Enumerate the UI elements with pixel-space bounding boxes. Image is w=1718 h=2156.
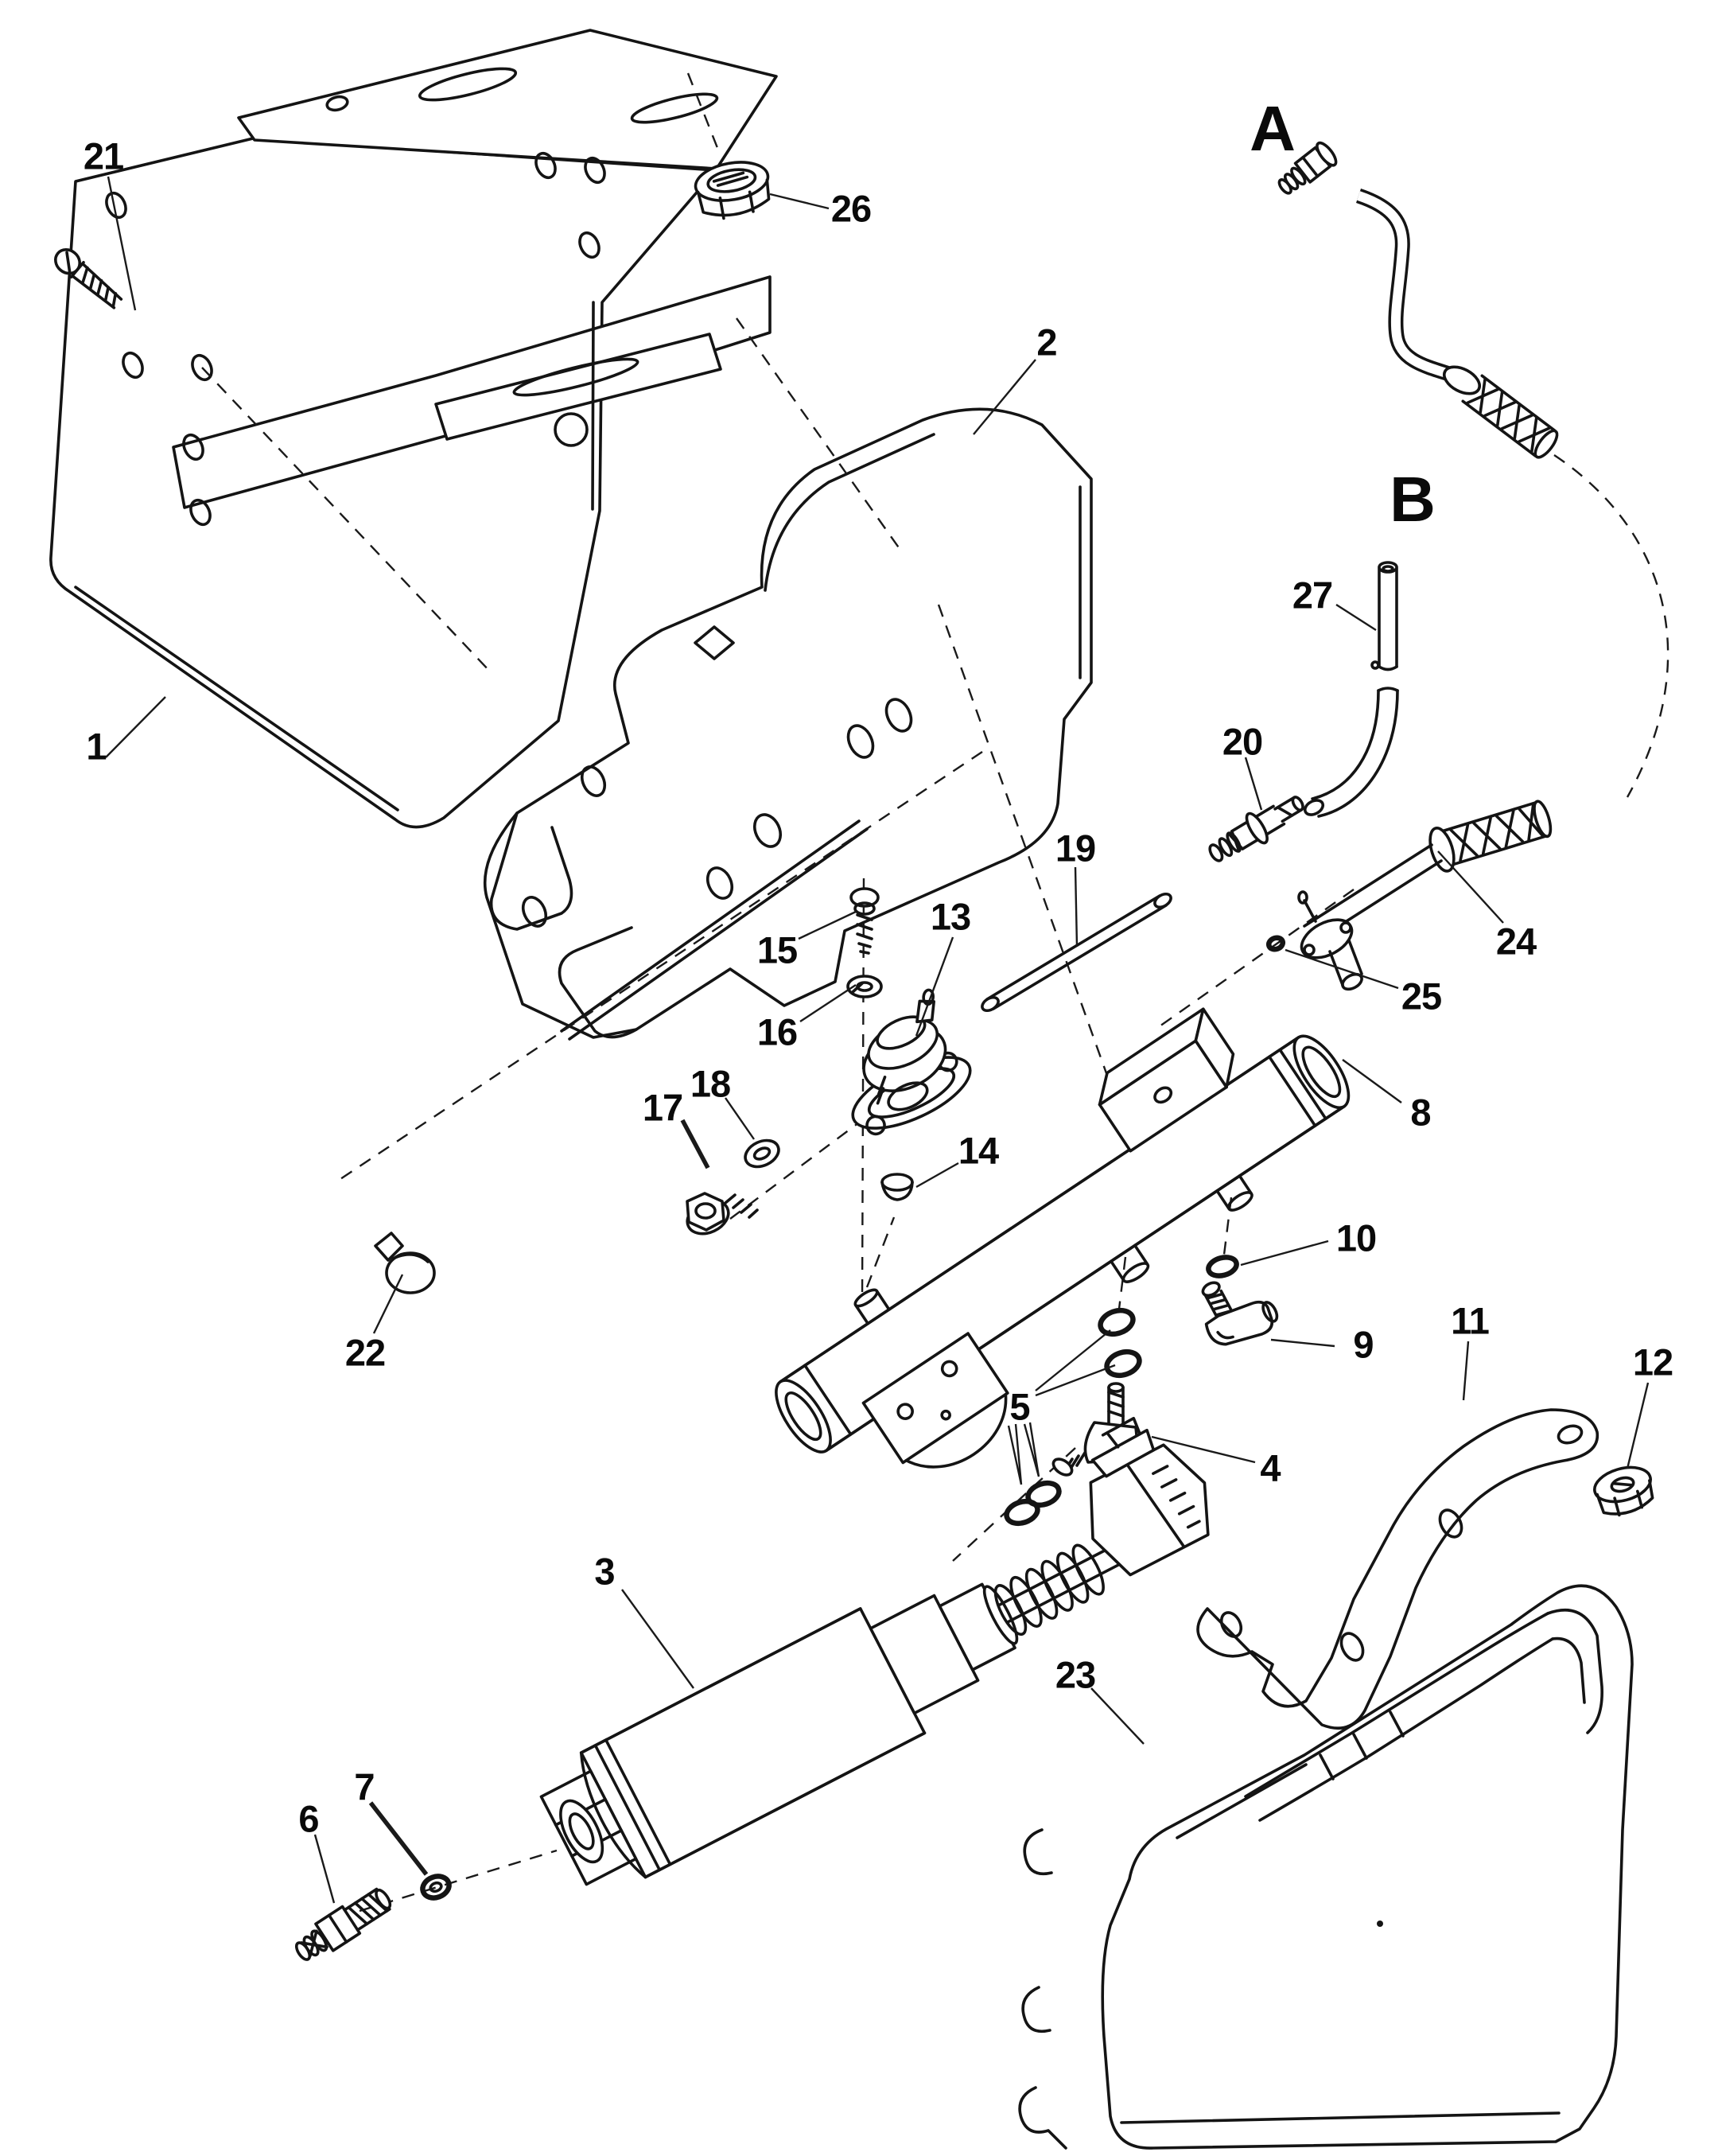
callout-25: 25 — [1401, 975, 1442, 1018]
callout-6: 6 — [298, 1797, 319, 1840]
callout-26: 26 — [830, 187, 872, 230]
callout-5: 5 — [1009, 1385, 1030, 1428]
callout-2: 2 — [1036, 321, 1057, 364]
part-washer-18 — [741, 1135, 783, 1172]
part-pressure-regulator-13 — [817, 986, 980, 1142]
part-seal-cup-14 — [882, 1174, 912, 1200]
part-inlet-fitting-6 — [290, 1883, 395, 1967]
callout-9: 9 — [1353, 1323, 1374, 1366]
part-o-ring-7 — [420, 1873, 453, 1901]
callout-1: 1 — [86, 725, 107, 768]
callout-20: 20 — [1222, 720, 1263, 763]
callout-15: 15 — [756, 928, 798, 971]
callout-10: 10 — [1335, 1216, 1377, 1259]
callout-22: 22 — [344, 1331, 386, 1374]
part-valve-fitting-9 — [1188, 1262, 1282, 1356]
callout-17: 17 — [642, 1086, 683, 1129]
part-fuel-tube-27 — [1303, 562, 1397, 818]
callout-14: 14 — [958, 1129, 999, 1172]
part-flange-nut-12 — [1591, 1461, 1658, 1520]
callout-B: B — [1390, 464, 1436, 535]
part-hose-fitting-24 — [1296, 796, 1555, 992]
callout-7: 7 — [354, 1765, 375, 1808]
part-flange-bolt-17 — [682, 1193, 757, 1240]
part-fuel-pump-3 — [511, 1403, 1247, 1902]
callout-12: 12 — [1632, 1341, 1673, 1383]
callout-19: 19 — [1055, 827, 1096, 870]
callout-24: 24 — [1495, 920, 1537, 963]
part-inline-connector-20 — [1203, 788, 1310, 870]
callout-13: 13 — [930, 895, 971, 938]
callout-A: A — [1250, 93, 1296, 164]
callout-8: 8 — [1410, 1091, 1431, 1134]
callout-11: 11 — [1451, 1299, 1489, 1342]
callout-3: 3 — [594, 1550, 615, 1593]
part-o-ring-10 — [1207, 1255, 1238, 1279]
callout-4: 4 — [1260, 1446, 1281, 1489]
part-plug-22 — [375, 1233, 434, 1293]
callout-21: 21 — [83, 134, 124, 177]
part-fuel-hose-a — [1273, 140, 1561, 461]
callout-23: 23 — [1055, 1653, 1096, 1696]
callout-18: 18 — [690, 1062, 731, 1105]
callout-16: 16 — [756, 1010, 798, 1053]
callout-27: 27 — [1292, 574, 1333, 617]
